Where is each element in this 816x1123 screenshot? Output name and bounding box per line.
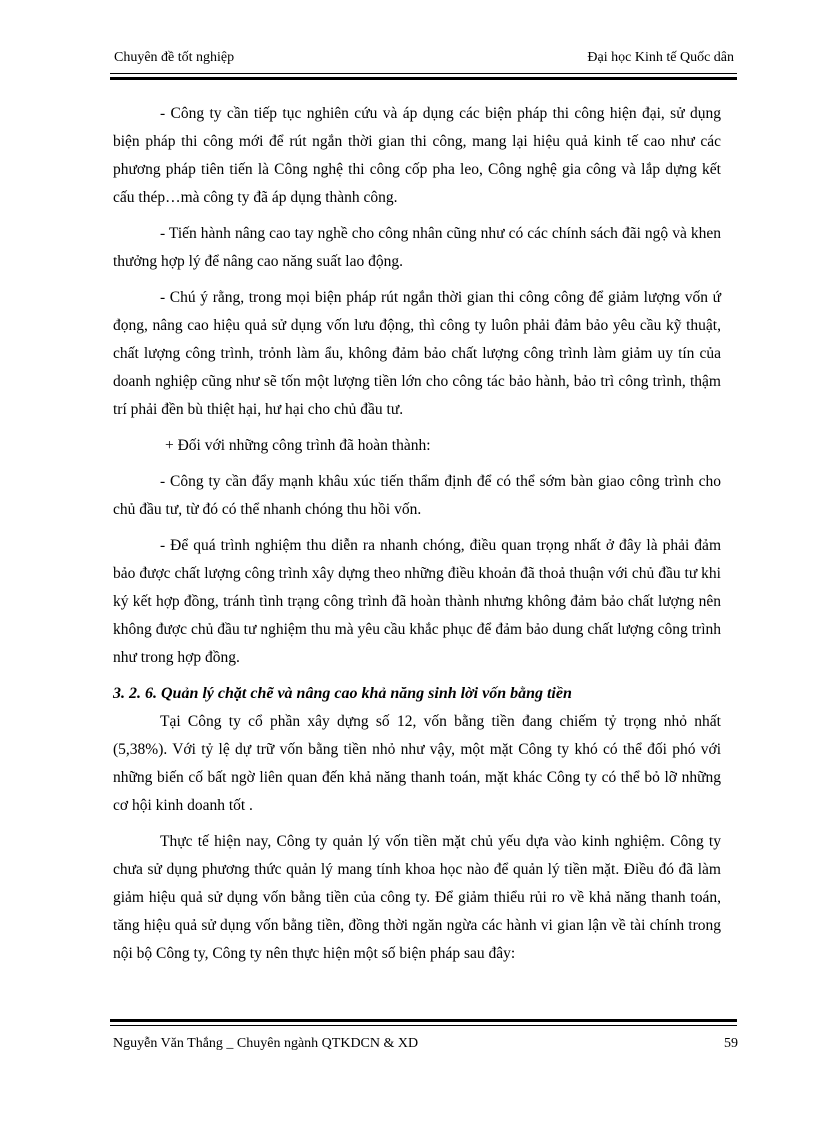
paragraph: - Công ty cần tiếp tục nghiên cứu và áp dụng các biện pháp thi công hiện đại, sử dụng biện pháp thi công mới để rút ngắn thời gian thi công, mang lại hiệu quả kinh tế cao như các phương pháp tiên tiến là Công nghệ thi công cốp pha leo, Công nghệ gia công và lắp dựng kết cấu thép…mà công ty đã áp dụng thành công. — [113, 105, 721, 206]
paragraph: - Để quá trình nghiệm thu diễn ra nhanh chóng, điều quan trọng nhất ở đây là phải đảm bảo được chất lượng công trình xây dựng theo những điều khoản đã thoả thuận với chủ đầu tư khi ký kết hợp đồng, tránh tình trạng công trình đã hoàn thành nhưng không đảm bảo chất lượng nên không được chủ đầu tư nghiệm thu mà yêu cầu khắc phục để đảm bảo dung chất lượng công trình như trong hợp đồng. — [113, 537, 721, 666]
paragraph: Tại Công ty cổ phần xây dựng số 12, vốn bằng tiền đang chiếm tỷ trọng nhỏ nhất (5,38%). Với tỷ lệ dự trữ vốn bằng tiền nhỏ như vậy, một mặt Công ty khó có thể đối phó với những biến cố bất ngờ liên quan đến khả năng thanh toán, mặt khác Công ty có thể bỏ lỡ những cơ hội kinh doanh tốt . — [113, 713, 721, 814]
footer-rule-thick — [110, 1019, 737, 1022]
paragraph: - Chú ý rằng, trong mọi biện pháp rút ngắn thời gian thi công công để giảm lượng vốn ứ đọng, nâng cao hiệu quả sử dụng vốn lưu động, thì công ty luôn phải đảm bảo yêu cầu kỹ thuật, chất lượng công trình, trỏnh làm ẩu, không đảm bảo chất lượng công trình làm giảm uy tín của doanh nghiệp cũng như sẽ tốn một lượng tiền lớn cho công tác bảo hành, bảo trì công trình, thậm trí phải đền bù thiệt hại, hư hại cho chủ đầu tư. — [113, 289, 721, 418]
header-rule-thin — [110, 73, 737, 74]
footer-author: Nguyễn Văn Thắng _ Chuyên ngành QTKDCN & XD — [113, 1036, 419, 1051]
paragraph: - Công ty cần đẩy mạnh khâu xúc tiến thẩm định để có thể sớm bàn giao công trình cho chủ đầu tư, từ đó có thể nhanh chóng thu hồi vốn. — [113, 473, 721, 518]
body-text — [113, 100, 721, 976]
header-rule-thick — [110, 77, 737, 80]
header-right-title: Đại học Kinh tế Quốc dân — [587, 50, 734, 65]
page-number: 59 — [724, 1036, 738, 1051]
page-header — [112, 50, 734, 72]
paragraph-subheading: + Đối với những công trình đã hoàn thành: — [165, 437, 431, 454]
paragraph: - Tiến hành nâng cao tay nghề cho công nhân cũng như có các chính sách đãi ngộ và khen thưởng hợp lý để nâng cao năng suất lao động. — [113, 225, 721, 270]
header-left-title: Chuyên đề tốt nghiệp — [114, 50, 235, 65]
paragraph: Thực tế hiện nay, Công ty quản lý vốn tiền mặt chủ yếu dựa vào kinh nghiệm. Công ty chưa sử dụng phương thức quản lý mang tính khoa học nào để quản lý tiền mặt. Điều đó đã làm giảm hiệu quả sử dụng vốn bằng tiền của công ty. Để giảm thiểu rủi ro về khả năng thanh toán, tăng hiệu quả sử dụng vốn bằng tiền, đồng thời ngăn ngừa các hành vi gian lận về tài chính trong nội bộ Công ty, Công ty nên thực hiện một số biện pháp sau đây: — [113, 833, 721, 962]
section-heading: 3. 2. 6. Quản lý chặt chẽ và nâng cao khả năng sinh lời vốn bằng tiền — [113, 685, 572, 702]
footer-rule-thin — [110, 1025, 737, 1026]
